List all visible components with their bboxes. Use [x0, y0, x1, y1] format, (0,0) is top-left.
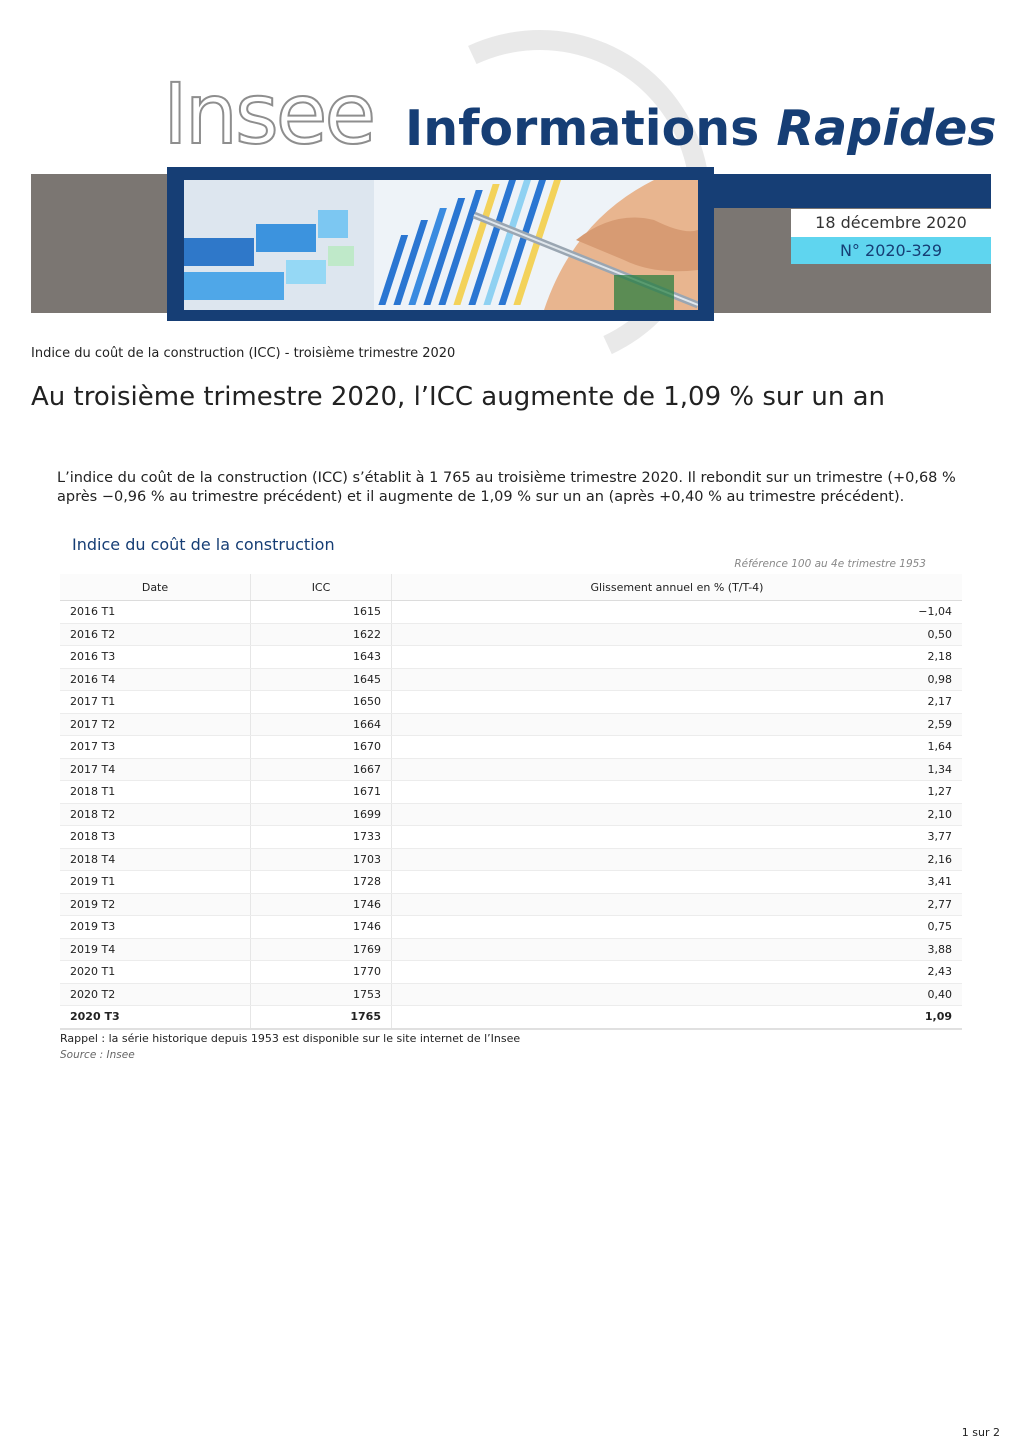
cell-glissement: 2,59 [392, 713, 963, 736]
cell-date: 2016 T4 [60, 668, 251, 691]
cell-icc: 1746 [251, 916, 392, 939]
cell-date: 2018 T4 [60, 848, 251, 871]
publication-date: 18 décembre 2020 [791, 209, 991, 237]
cell-glissement: 3,77 [392, 826, 963, 849]
cell-icc: 1670 [251, 736, 392, 759]
table-row [60, 803, 962, 826]
table-row [60, 916, 962, 939]
cell-date: 2017 T4 [60, 758, 251, 781]
cell-glissement: 2,77 [392, 893, 963, 916]
cell-glissement: 1,34 [392, 758, 963, 781]
cell-icc: 1765 [251, 1006, 392, 1029]
cell-icc: 1753 [251, 983, 392, 1006]
table-row [60, 1006, 962, 1029]
table-source: Source : Insee [60, 1049, 135, 1061]
table-row [60, 938, 962, 961]
table-row [60, 826, 962, 849]
cell-icc: 1746 [251, 893, 392, 916]
page-title: Au troisième trimestre 2020, l’ICC augmente de 1,09 % sur un an [31, 382, 885, 412]
table-row [60, 961, 962, 984]
cell-glissement: 2,18 [392, 646, 963, 669]
table-row [60, 623, 962, 646]
table-row [60, 871, 962, 894]
cell-icc: 1615 [251, 601, 392, 624]
cell-date: 2020 T3 [60, 1006, 251, 1029]
cell-icc: 1770 [251, 961, 392, 984]
cell-glissement: 2,17 [392, 691, 963, 714]
table-header-row [60, 574, 962, 601]
cell-glissement: 2,43 [392, 961, 963, 984]
table-row [60, 646, 962, 669]
cell-date: 2019 T1 [60, 871, 251, 894]
cell-icc: 1645 [251, 668, 392, 691]
table-row [60, 736, 962, 759]
cell-date: 2019 T3 [60, 916, 251, 939]
cell-icc: 1664 [251, 713, 392, 736]
brand-main: Informations [405, 100, 760, 157]
lead-paragraph: L’indice du coût de la construction (ICC) s’établit à 1 765 au troisième trimestre 2020. Il rebondit sur un trimestre (+0,68 % après −0,96 % au trimestre précédent) et il augmente de 1,09 % sur un an (après +0,40 % au trimestre précédent). [57, 470, 956, 505]
cell-date: 2016 T2 [60, 623, 251, 646]
cell-icc: 1667 [251, 758, 392, 781]
table-row [60, 758, 962, 781]
cell-date: 2017 T2 [60, 713, 251, 736]
cell-glissement: 2,16 [392, 848, 963, 871]
cell-icc: 1622 [251, 623, 392, 646]
table-row [60, 691, 962, 714]
cell-glissement: 3,88 [392, 938, 963, 961]
cell-date: 2018 T2 [60, 803, 251, 826]
page-number: 1 sur 2 [961, 1426, 1000, 1439]
cell-icc: 1703 [251, 848, 392, 871]
header-navy-band [712, 174, 991, 208]
cell-date: 2017 T3 [60, 736, 251, 759]
cell-icc: 1733 [251, 826, 392, 849]
publication-number: N° 2020-329 [791, 237, 991, 264]
cell-date: 2020 T2 [60, 983, 251, 1006]
cell-glissement: 1,64 [392, 736, 963, 759]
table-row [60, 848, 962, 871]
cell-icc: 1699 [251, 803, 392, 826]
icc-table [60, 574, 962, 1030]
cell-glissement: 2,10 [392, 803, 963, 826]
table-row [60, 781, 962, 804]
table-row [60, 601, 962, 624]
table-reference: Référence 100 au 4e trimestre 1953 [734, 558, 926, 570]
cell-icc: 1643 [251, 646, 392, 669]
cell-glissement: 3,41 [392, 871, 963, 894]
table-row [60, 983, 962, 1006]
table-row [60, 668, 962, 691]
cell-icc: 1650 [251, 691, 392, 714]
brand-italic: Rapides [776, 100, 997, 157]
publication-brand [405, 100, 997, 157]
table-note: Rappel : la série historique depuis 1953 est disponible sur le site internet de l’Insee [60, 1032, 521, 1045]
cell-glissement: 0,75 [392, 916, 963, 939]
cell-date: 2016 T3 [60, 646, 251, 669]
cell-glissement: 0,40 [392, 983, 963, 1006]
header-chart-photo [184, 180, 698, 310]
cell-glissement: 0,98 [392, 668, 963, 691]
cell-date: 2020 T1 [60, 961, 251, 984]
cell-icc: 1728 [251, 871, 392, 894]
cell-glissement: 1,09 [392, 1006, 963, 1029]
table-row [60, 713, 962, 736]
cell-glissement: −1,04 [392, 601, 963, 624]
cell-date: 2019 T2 [60, 893, 251, 916]
column-header-date: Date [60, 574, 251, 601]
cell-date: 2018 T1 [60, 781, 251, 804]
cell-date: 2018 T3 [60, 826, 251, 849]
insee-logo: Insee [163, 65, 374, 163]
kicker: Indice du coût de la construction (ICC) - troisième trimestre 2020 [31, 346, 456, 361]
column-header-icc: ICC [251, 574, 392, 601]
cell-date: 2019 T4 [60, 938, 251, 961]
cell-date: 2017 T1 [60, 691, 251, 714]
cell-glissement: 1,27 [392, 781, 963, 804]
cell-date: 2016 T1 [60, 601, 251, 624]
cell-icc: 1671 [251, 781, 392, 804]
column-header-glissement: Glissement annuel en % (T/T-4) [392, 574, 963, 601]
cell-icc: 1769 [251, 938, 392, 961]
table-title: Indice du coût de la construction [72, 535, 335, 554]
table-row [60, 893, 962, 916]
cell-glissement: 0,50 [392, 623, 963, 646]
